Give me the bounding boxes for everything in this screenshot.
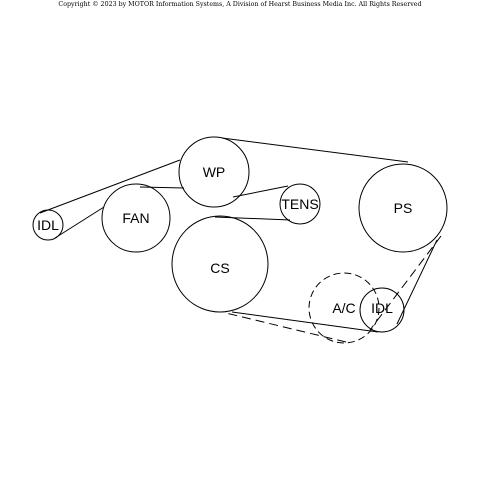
belt-segment-tens-to-cs: [215, 217, 290, 220]
pulley-fan: [102, 184, 170, 252]
pulley-label: IDL: [371, 300, 393, 316]
belt-segment-fan-to-wp: [140, 187, 184, 188]
pulley-label: IDL: [37, 217, 59, 233]
pulley-tens: [280, 184, 320, 224]
pulley-label: WP: [202, 164, 226, 180]
pulley-label: CS: [210, 260, 230, 276]
pulley-label: TENS: [281, 196, 319, 212]
copyright-notice: Copyright © 2023 by MOTOR Information Systems, A Division of Hearst Business Media Inc. All Rights Reserved: [58, 1, 422, 8]
pulley-cs: [172, 216, 268, 312]
belt-segment-ac-to-cs-dashed: [226, 313, 346, 342]
pulley-ac: [309, 273, 379, 343]
pulley-wp: [179, 137, 249, 207]
belt-segment-wp-to-tens: [233, 186, 288, 197]
belt-segment-ps-to-idl-right: [397, 240, 437, 324]
pulley-label: FAN: [122, 210, 150, 226]
pulley-label: PS: [393, 200, 413, 216]
pulley-ps: [359, 164, 447, 252]
pulley-label: A/C: [332, 300, 356, 316]
belt-segment-wp-to-ps: [222, 138, 408, 162]
pulley-idl-left: [33, 210, 63, 240]
belt-segment-wp-to-idl-left-top: [40, 160, 180, 213]
pulley-idl-right: [360, 288, 404, 332]
belt-segment-idl-right-to-cs: [232, 312, 378, 332]
